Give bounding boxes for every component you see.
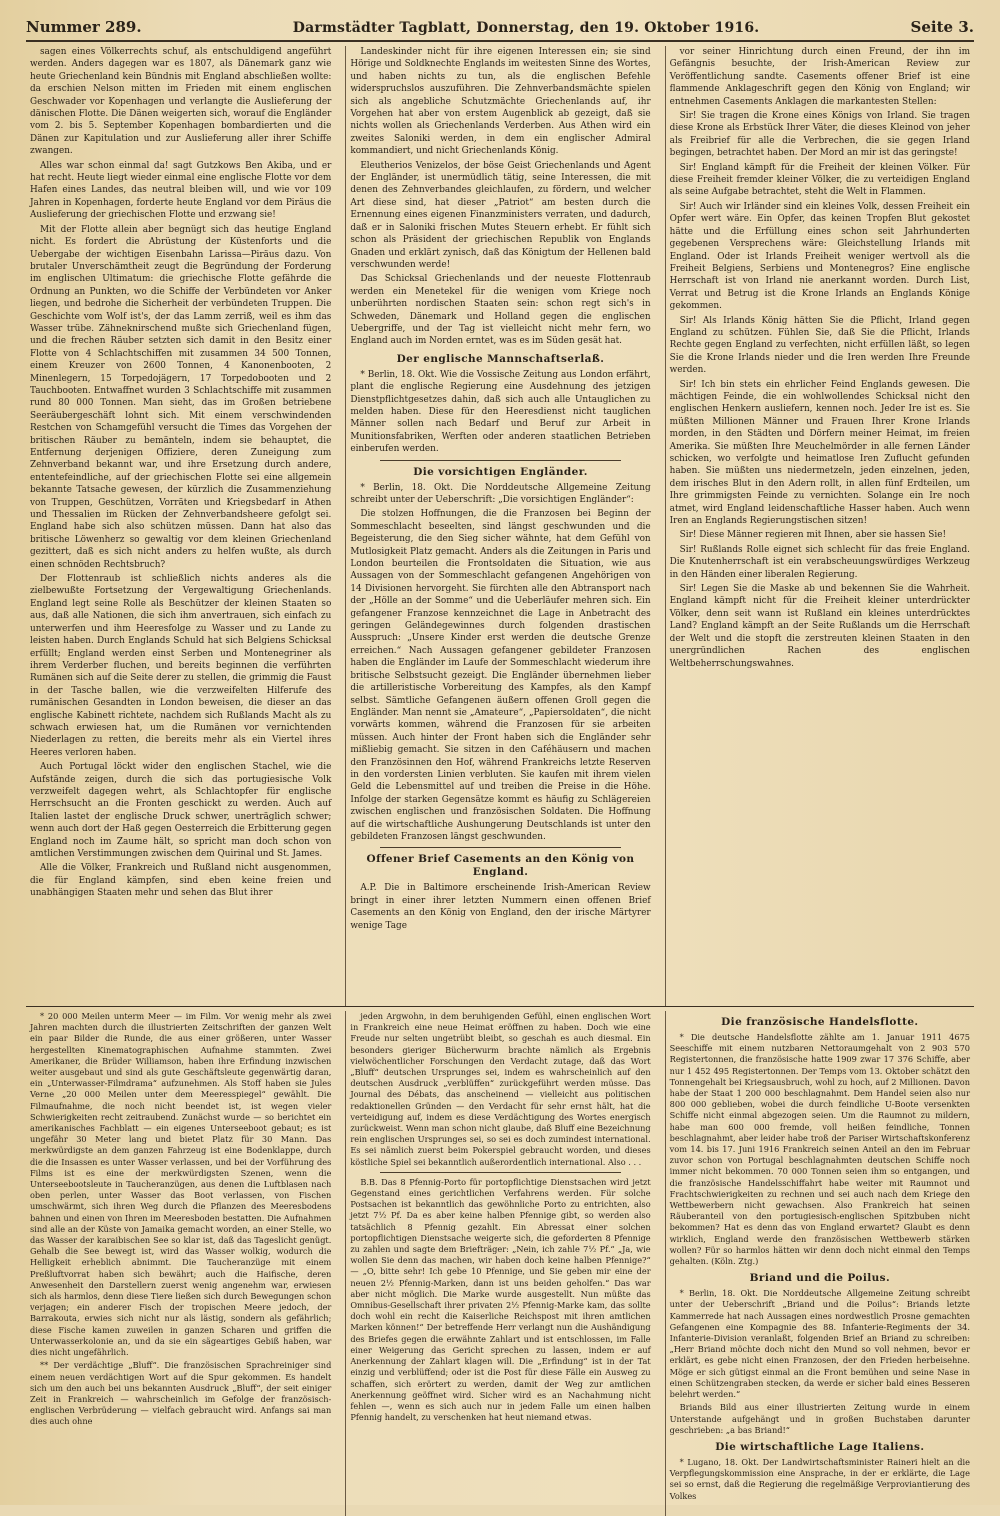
paragraph: Alles war schon einmal da! sagt Gutzkows Ben Akiba, und er hat recht. Heute liegt wieder einmal eine englische Flotte vor dem Hafen eines Landes, das neutral bleiben will, und wie vor 109 Jahren in Kopenhagen, forderte heute England vor dem Piräus die Auslieferung der griechischen Flotte und erzwang sie! bbox=[30, 160, 332, 221]
paragraph: Sir! Auch wir Irländer sind ein kleines Volk, dessen Freiheit ein Opfer wert wäre. Ein Opfer, das keinen Tropfen Blut gekostet hätte und die Erfüllung eines schon seit Jahrhunderten gegebenen Versprechens wäre: Gleichstellung Irlands mit England. Oder ist Irlands Freiheit weniger wertvoll als die Freiheit Belgiens, Serbiens und Montenegros? Eine englische Herrschaft ist von Irland nie anerkannt worden. Durch List, Verrat und Betrug ist die Krone Irlands an Englands Könige gekommen. bbox=[669, 201, 970, 312]
feuilleton-column-2 bbox=[345, 1011, 654, 1516]
headline-lage-italiens: Die wirtschaftliche Lage Italiens. bbox=[715, 1440, 925, 1453]
paragraph: Sir! Ich bin stets ein ehrlicher Feind Englands gewesen. Die mächtigen Feinde, die ein wohlwollendes Schicksal nicht den englischen Henkern ausliefern, kennen noch. Jeder Ire ist es. Sie müßten Millionen Männer und Frauen Ihrer Krone Irlands morden, in den Städten und Dörfern meiner Heimat, im freien Amerika. Sie müßten Ihre Meuchelmörder in alle fernen Länder schicken, wo verfolgte und heimatlose Iren Zuflucht gefunden haben. Sie müßten uns niedermetzeln, jeden einzelnen, jeden, dem irisches Blut in den Adern rollt, in allen fünf Erdteilen, um Ihre grimmigsten Feinde zu vernichten. Solange ein Ire noch atmet, wird England leidenschaftliche Hasser haben. Auch wenn Iren an Englands Regierungstischen sitzen! bbox=[669, 379, 970, 527]
paragraph: Sir! Rußlands Rolle eignet sich schlecht für das freie England. Die Knutenherrschaft ist ein verabscheuungswürdiges Werkzeug in den Händen einer liberalen Regierung. bbox=[669, 544, 970, 580]
paragraph: Sir! Sie tragen die Krone eines Königs von Irland. Sie tragen diese Krone als Erbstück Ihrer Väter, die dieses Kleinod von jeher als Freibrief für alle die Verbrechen, die sie gegen Irland begingen, betrachtet haben. Der Mord an mir ist das geringste! bbox=[669, 111, 970, 159]
divider bbox=[380, 847, 620, 848]
issue-number: Nummer 289. bbox=[26, 18, 142, 36]
headline-mannschaftserlass: Der englische Mannschaftserlaß. bbox=[396, 352, 605, 365]
paragraph: A.P. Die in Baltimore erscheinende Irish-American Review bringt in einer ihrer letzten Nummern einen offenen Brief Casements an den König von England, den der irische Märtyrer wenige Tage bbox=[350, 883, 651, 931]
paragraph: Eleutherios Venizelos, der böse Geist Griechenlands und Agent der Engländer, ist unermüdlich tätig, seine Interessen, die mit denen des Zehnverbandes gleichlaufen, zu fördern, und welcher Art diese sind, hat dieser „Patriot“ am besten durch die Ernennung eines eigenen Finanzministers verraten, und dadurch, daß er in Saloniki frischen Mutes Steuern erhebt. Er fühlt sich schon als Präsident der griechischen Republik von Englands Gnaden und erklärt zynisch, daß das Königtum der Hellenen bald verschwunden werde! bbox=[350, 160, 651, 270]
paragraph: sagen eines Völkerrechts schuf, als entschuldigend angeführt werden. Anders dagegen war es 1807, als Dänemark ganz wie heute Griechenland kein Bündnis mit England abschließen wollte: da erschien Nelson mitten im Frieden mit einem englischen Geschwader vor Kopenhagen und verlangte die Auslieferung der dänischen Flotte. Die Dänen weigerten sich, worauf die Engländer vom 2. bis 5. September Kopenhagen bombardierten und die Dänen zur Kapitulation und zur Auslieferung aller ihrer Schiffe zwangen. bbox=[30, 47, 332, 157]
paragraph: Sir! Als Irlands König hätten Sie die Pflicht, Irland gegen England zu schützen. Fühlen Sie, daß Sie die Pflicht, Irlands Rechte gegen England zu verfechten, nicht erfüllen läßt, so legen Sie die Krone Irlands nieder und die Iren werden Ihre Freunde werden. bbox=[669, 315, 970, 376]
divider bbox=[380, 460, 620, 461]
headline-offener-brief: Offener Brief Casements an den König von England. bbox=[366, 853, 635, 879]
headline-vorsichtige-englaender: Die vorsichtigen Engländer. bbox=[413, 465, 588, 478]
masthead bbox=[26, 18, 974, 42]
paragraph: Sir! England kämpft für die Freiheit der kleinen Völker. Für diese Freiheit fremder kleiner Völker, die zu verteidigen England als seine Aufgabe betrachtet, steht die Welt in Flammen. bbox=[669, 162, 970, 198]
paragraph: Briands Bild aus einer illustrierten Zeitung wurde in einem Unterstande aufgehängt und in großen Buchstaben darunter geschrieben: „a bas Briand!“ bbox=[669, 1402, 970, 1435]
paragraph: vor seiner Hinrichtung durch einen Freund, der ihn im Gefängnis besuchte, der Irish-American Review zur Veröffentlichung sandte. Casements offener Brief ist eine flammende Anklageschrift gegen den König von England; wir entnehmen Casements Anklagen die markantesten Stellen: bbox=[669, 47, 970, 107]
paragraph: ** Der verdächtige „Bluff“. Die französischen Sprachreiniger sind einem neuen verdächtigen Wort auf die Spur gekommen. Es handelt sich um den auch bei uns bekannten Ausdruck „Bluff“, der seit einiger Zeit in Frankreich — wahrscheinlich im Gefolge der französisch-englischen Verbrüderung — vielfach gebraucht wird. Anfangs sai man dies auch ohne bbox=[30, 1360, 332, 1427]
paragraph: Auch Portugal löckt wider den englischen Stachel, wie die Aufstände zeigen, durch die sich das portugiesische Volk verzweifelt dagegen wehrt, als Schlachtopfer für englische Herrschsucht an die Fronten geschickt zu werden. Auch auf Italien lastet der englische Druck schwer, unerträglich schwer; wenn auch dort der Haß gegen Oesterreich die Erbitterung gegen England noch im Zaume hält, so spricht man doch schon von amtlichen Verstimmungen zwischen dem Quirinal und St. James. bbox=[30, 762, 332, 859]
headline-briand-poilus: Briand und die Poilus. bbox=[749, 1272, 890, 1285]
paragraph: Alle die Völker, Frankreich und Rußland nicht ausgenommen, die für England kämpfen, sind eben keine freien und unabhängigen Staaten mehr und sehen das Blut ihrer bbox=[30, 863, 332, 899]
paragraph: Das Schicksal Griechenlands und der neueste Flottenraub werden ein Menetekel für die wenigen vom Kriege noch unberührten nordischen Staaten sein: schon regt sich's in Schweden, Dänemark und Holland gegen die englischen Uebergriffe, und der Tag ist vielleicht nicht mehr fern, wo England auch im Norden erntet, was es im Süden gesät hat. bbox=[350, 274, 651, 347]
paragraph: * Lugano, 18. Okt. Der Landwirtschaftsminister Raineri hielt an die Verpflegungskommission eine Ansprache, in der er erklärte, die Lage sei so ernst, daß die Regierung die regelmäßige Verproviantierung des Volkes bbox=[669, 1456, 970, 1501]
paragraph: jeden Argwohn, in dem beruhigenden Gefühl, einen englischen Wort in Frankreich eine neue Heimat eröffnen zu haben. Doch wie eine Freude nur selten ungetrübt bleibt, so geschah es auch diesmal. Ein besonders gieriger Bücherwurm brachte nämlich als Ergebnis vielwöchentlicher Forschungen den Verdacht zutage, daß das Wort „Bluff“ deutschen Ursprunges sei, indem es wahrscheinlich auf den deutschen Ausdruck „verblüffen“ zurückgeführt werden müsse. Das Journal des Débats, das anscheinend — vielleicht aus politischen redaktionellen Gründen — den Verdacht für sehr ernst hält, hat die verteidigung auf, indem es diese Verdächtigung des Wortes energisch zurückweist. Wenn man schon nicht glaube, daß Bluff eine Bezeichnung rein englischen Ursprunges sei, so sei es doch zumindest international. Es sei nämlich zuerst beim Pokerspiel gebraucht worden, und dieses köstliche Spiel sei bekanntlich außerordentlich international. Also . . . bbox=[350, 1011, 651, 1167]
column-1 bbox=[26, 46, 335, 1006]
page-number: Seite 3. bbox=[910, 18, 974, 36]
headline-handelsflotte: Die französische Handelsflotte. bbox=[721, 1016, 919, 1028]
column-3 bbox=[665, 46, 974, 1006]
paragraph: * Berlin, 18. Okt. Wie die Vossische Zeitung aus London erfährt, plant die englische Regierung eine Ausdehnung des jetzigen Dienstpflichtgesetzes dahin, daß sich auch alle Untauglichen zu melden haben. Diese für den Heeresdienst nicht tauglichen Männer sollen nach Bedarf und Beruf zur Arbeit in Munitionsfabriken, Werften oder anderen staatlichen Betrieben einberufen werden. bbox=[350, 369, 651, 455]
feuilleton-section bbox=[26, 1007, 974, 1516]
paragraph: Sir! Diese Männer regieren mit Ihnen, aber sie hassen Sie! bbox=[679, 530, 947, 541]
newspaper-title-date: Darmstädter Tagblatt, Donnerstag, den 19. Oktober 1916. bbox=[292, 20, 760, 36]
paragraph: Mit der Flotte allein aber begnügt sich das heutige England nicht. Es fordert die Abrüstung der Küstenforts und die Uebergabe der wichtigen Eisenbahn Larissa—Piräus dazu. Von brutaler Unverschämtheit zeugt die Begründung der Forderung im englischen Ultimatum: die griechische Flotte gefährde die Ordnung an Punkten, wo die Schiffe der Verbündeten vor Anker liegen, und bedrohe die Sicherheit der verbündeten Truppen. Die Geschichte vom Wolf ist's, der das Lamm zerriß, weil es ihm das Wasser trübe. Zähneknirschend mußte sich Griechenland fügen, und die frechen Räuber setzten sich damit in den Besitz einer Flotte von 4 Schlachtschiffen mit zusammen 34 500 Tonnen, einem Kreuzer von 2600 Tonnen, 4 Kanonenbooten, 2 Minenlegern, 15 Torpedojägern, 17 Torpedobooten und 2 Tauchbooten. Entwaffnet wurden 3 Schlachtschiffe mit zusammen rund 80 000 Tonnen. Man sieht, das im Großen betriebene Seeräubergeschäft lohnt sich. Mit einem verschwindenden Restchen von Schamgefühl versucht die Times das Vorgehen der britischen Räuber zu bemänteln, indem sie behauptet, die Entfernung derjenigen Offiziere, deren Zuneigung zum Zehnverband bekannt war, und ihre Ersetzung durch andere, ententefeindliche, auf der griechischen Flotte sei eine allgemein bekannte Tatsache gewesen, der kürzlich die Zusammenziehung von Truppen, Geschützen, Vorräten und Kriegsbedarf in Athen und Thessalien im Rücken der Zehnverbandsheere gefolgt sei. England habe sich also schützen müssen. Dann hat also das britische Löwenherz so gewaltig vor dem kleinen Griechenland gezittert, daß es sich nicht anders zu helfen wußte, als durch einen schnöden Rechtsbruch? bbox=[30, 224, 332, 570]
column-3-continued bbox=[665, 1011, 974, 1516]
main-columns bbox=[26, 46, 974, 1007]
paragraph: * Berlin, 18. Okt. Die Norddeutsche Allgemeine Zeitung schreibt unter der Ueberschrift „Briand und die Poilus“: Briands letzte Kammerrede hat nach Aussagen eines nordwestlich Prosne gemachten Gefangenen eine Kompagnie des 88. Infanterie-Regiments der 34. Infanterie-Division veranlaßt, folgenden Brief an Briand zu schreiben: „Herr Briand möchte doch nicht den Mund so voll nehmen, bevor er erklärt, es gebe nicht einen Franzosen, der den Frieden herbeisehne. Möge er sich gütigst einmal an die Front bemühen und seine Nase in einen Schützengraben stecken, da werde er sicher bald eines Besseren belehrt werden.“ bbox=[669, 1288, 970, 1400]
column-2 bbox=[345, 46, 654, 1006]
paragraph: Sir! Legen Sie die Maske ab und bekennen Sie die Wahrheit. England kämpft nicht für die Freiheit kleiner unterdrückter Völker, denn seit wann ist Rußland ein kleines unterdrücktes Land? England kämpft an der Seite Rußlands um die Herrschaft der Welt und die stopft die zerstreuten kleinen Staaten in den unergründlichen Rachen des englischen Weltbeherrschungswahnes. bbox=[669, 584, 970, 669]
paragraph: * 20 000 Meilen unterm Meer — im Film. Vor wenig mehr als zwei Jahren machten durch die illustrierten Zeitschriften der ganzen Welt ein paar Bilder die Runde, die aus einer größeren, unter Wasser hergestellten Kinematographischen Aufnahme stammten. Zwei Amerikaner, die Brüder Williamson, haben ihre Erfindung inzwischen weiter ausgebaut und sind als gute Geschäftsleute gegenwärtig daran, ein „Unterwasser-Filmdrama“ aufzunehmen. Als Stoff haben sie Jules Verne „20 000 Meilen unter dem Meeresspiegel“ gewählt. Die Filmaufnahme, die noch nicht beendet ist, ist wegen vieler Schwierigkeiten recht zeitraubend. Zunächst wurde — so berichtet ein amerikanisches Fachblatt — ein eigenes Unterseeboot gebaut; es ist ungefähr 30 Meter lang und bietet Platz für 30 Mann. Das merkwürdigste an dem ganzen Fahrzeug ist eine Bodenklappe, durch die die Insassen es unter Wasser verlassen, und bei der Vorführung des Films ist es eine der merkwürdigsten Szenen, wenn die Unterseebootsleute in Taucheranzügen, aus denen die Luftblasen nach oben perlen, unter Wasser das Boot verlassen, von Fischen umschwärmt, sich ihren Weg durch die Pflanzen des Meeresbodens bahnen und einen von Ihren im Meeresboden bestatten. Die Aufnahmen sind alle an der Küste von Jamaika gemacht worden, an einer Stelle, wo das Wasser der karaibischen See so klar ist, daß das Tageslicht genügt. Gehalb die See bewegt ist, wird das Wasser wolkig, wodurch die Helligkeit erheblich abnimmt. Die Taucheranzüge mit einem Preßluftvorrat haben sich bewährt; auch die Haifische, deren Anwesenheit den Darstellern zuerst wenig angenehm war, erwiesen sich als harmlos, denn diese Tiere ließen sich durch Bewegungen schon verjagen; ein anderer Fisch der tropischen Meere jedoch, der Barrakouta, erwies sich nicht nur als lästig, sondern als gefährlich; diese Fische kamen zuweilen in ganzen Scharen und griffen die Unterwasserkolonie an, und da sie ein sägeartiges Gebiß haben, war dies nicht ungefährlich. bbox=[30, 1011, 332, 1358]
divider bbox=[380, 1172, 620, 1173]
paragraph: * Berlin, 18. Okt. Die Norddeutsche Allgemeine Zeitung schreibt unter der Ueberschrift: „Die vorsichtigen Engländer“: bbox=[350, 482, 651, 505]
feuilleton-column-1 bbox=[26, 1011, 335, 1516]
paragraph: Landeskinder nicht für ihre eigenen Interessen ein; sie sind Hörige und Soldknechte Englands im weitesten Sinne des Wortes, und haben nichts zu tun, als die englischen Befehle widerspruchslos auszuführen. Die Zehnverbandsmächte spielen sich als angebliche Schutzmächte Griechenlands auf, ihr Vorgehen hat aber von erstem Augenblick ab gezeigt, daß sie nichts wollen als Griechenlands Verderben. Aus Athen wird ein zweites Saloniki werden, in dem ein englischer Admiral kommandiert, und nicht Griechenlands König. bbox=[350, 47, 651, 157]
paragraph: Die stolzen Hoffnungen, die die Franzosen bei Beginn der Sommeschlacht beseelten, sind längst geschwunden und die Begeisterung, die den Sieg sicher wähnte, hat dem Gefühl von Mutlosigkeit Platz gemacht. Anders als die Zeitungen in Paris und London beurteilen die Frontsoldaten die Situation, wie aus Aussagen von der Sommeschlacht gefangenen Angehörigen von 14 Divisionen hervorgeht. Sie fürchten alle den Abtransport nach der „Hölle an der Somme“ und die Ueberläufer mehren sich. Ein gefangener Franzose kennzeichnet die Lage in Anbetracht des geringen Geländegewinnes durch folgenden drastischen Ausspruch: „Unsere Kinder erst werden die deutsche Grenze erreichen.“ Nach Aussagen gefangener gebildeter Franzosen haben die Engländer im Laufe der Sommeschlacht wiederum ihre britische Selbstsucht gezeigt. Die Engländer übernehmen lieber die artilleristische Vorbereitung des Kampfes, als den Kampf selbst. Sämtliche Gefangenen äußern offenen Groll gegen die Engländer. Man nennt sie „Amateure“, „Papiersoldaten“, die nicht vorwärts kommen, während die Franzosen für sie arbeiten müssen. Auch hinter der Front haben sich die Engländer sehr mißliebig gemacht. Sie sitzen in den Caféhäusern und machen den Französinnen den Hof, während Frankreichs letzte Reserven in den vordersten Linien verbluten. Sie kaufen mit ihrem vielen Geld die Lebensmittel auf und treiben die Preise in die Höhe. Infolge der starken Gegensätze kommt es häufig zu Schlägereien zwischen englischen und französischen Soldaten. Die Hoffnung auf die wirtschaftliche Aushungerung Deutschlands ist unter den gebildeten Franzosen längst geschwunden. bbox=[350, 509, 651, 842]
paragraph: * Die deutsche Handelsflotte zählte am 1. Januar 1911 4675 Seeschiffe mit einem nutzbaren Nettoraumgehalt von 2 903 570 Registertonnen, die französische hatte 1909 zwar 17 376 Schiffe, aber nur 1 452 495 Registertonnen. Der Temps vom 13. Oktober schätzt den Tonnengehalt bei Kriegsausbruch, wohl zu hoch, auf 2 Millionen. Davon habe der Staat 1 200 000 beschlagnahmt. Dem Handel seien also nur 800 000 geblieben, wobei die durch feindliche U-Boote versenkten Schiffe nicht einmal abgezogen seien. Um die Raumnot zu mildern, habe man 600 000 fremde, voll heißen feindliche, Tonnen beschlagnahmt, aber leider habe troß der Pariser Wirtschaftskonferenz vom 14. bis 17. Juni 1916 Frankreich seinen Anteil an den im Februar zuvor schon von Portugal beschlagnahmten deutschen Schiffe noch immer nicht bekommen. 70 000 Tonnen seien ihm so entgangen, und die französische Handelsschiffahrt habe weiter mit Raumnot und Frachtschwierigkeiten zu rechnen und sei auch nach dem Kriege den Wettbewerbern nicht gewachsen. Also Frankreich hat seinen Räuberanteil von den portugiesisch-englischen Spitzbuben nicht bekommen? Hat es denn das von England erwartet? Glaubt es denn wirklich, England werde den französischen Wettbewerb stärken wollen? Für so harmlos hätten wir denn doch nicht einmal den Temps gehalten. (Köln. Ztg.) bbox=[669, 1032, 970, 1267]
paragraph: Der Flottenraub ist schließlich nichts anderes als die zielbewußte Fortsetzung der Vergewaltigung Griechenlands. England legt seine Rolle als Beschützer der kleinen Staaten so aus, daß alle Nationen, die sich ihm anvertrauen, sich einfach zu unterwerfen und ihm Heeresfolge zu Wasser und zu Lande zu leisten haben. Durch Englands Schuld hat sich Belgiens Schicksal erfüllt; England werden einst Serben und Montenegriner als ihrem Verderber fluchen, und bereits beginnen die verführten Rumänen sich auf die Seite derer zu stellen, die grimmig die Faust in der Tasche ballen, wie die verzweifelten Hilferufe des rumänischen Gesandten in London beweisen, die dieser an das englische Kabinett richtete, nachdem sich Rußlands Macht als zu schwach erwiesen hat, um die Rumänen vor vernichtenden Niederlagen zu retten, die bereits mehr als ein Viertel ihres Heeres verloren haben. bbox=[30, 574, 332, 758]
paragraph: B.B. Das 8 Pfennig-Porto für portopflichtige Dienstsachen wird jetzt Gegenstand eines gerichtlichen Verfahrens werden. Für solche Postsachen ist bekanntlich das gewöhnliche Porto zu entrichten, also jetzt 7½ Pf. Da es aber keine halben Pfennige gibt, so werden also tatsächlich 8 Pfennig gezahlt. Ein Abressat einer solchen portopflichtigen Dienstsache weigerte sich, die geforderten 8 Pfennige zu zahlen und sagte dem Briefträger: „Nein, ich zahle 7½ Pf.“ „Ja, wie wollen Sie denn das machen, wir haben doch keine halben Pfennige?“ — „O, bitte sehr! Ich gebe 10 Pfennige, und Sie geben mir eine der neuen 2½ Pfennig-Marken, dann ist uns beiden geholfen.“ Das war aber nicht möglich. Die Marke wurde ausgestellt. Nun müßte das Omnibus-Gesellschaft ihrer privaten 2½ Pfennig-Marke kam, das sollte doch wohl ein recht die Kaiserliche Reichspost mit ihren amtlichen Marken können!“ Der betreffende Herr verlangt nun die Aushändigung des Briefes gegen die erwähnte Zahlart und ist entschlossen, im Falle einer Weigerung das Gericht sprechen zu lassen, indem er auf Anerkennung der Zahlart klagen will. Die „Erfindung“ ist in der Tat einzig und verblüffend; oder ist die Post für diese Fälle ein Ausweg zu schaffen, sich erörtert zu werden, damit der Weg zur amtlichen Anerkennung geöffnet wird. Sicher wird es an Nachahmung nicht fehlen —, wenn es sich auch nur in jedem Falle um einen halben Pfennig handelt, zu verschenken hat heut niemand etwas. bbox=[350, 1176, 651, 1423]
